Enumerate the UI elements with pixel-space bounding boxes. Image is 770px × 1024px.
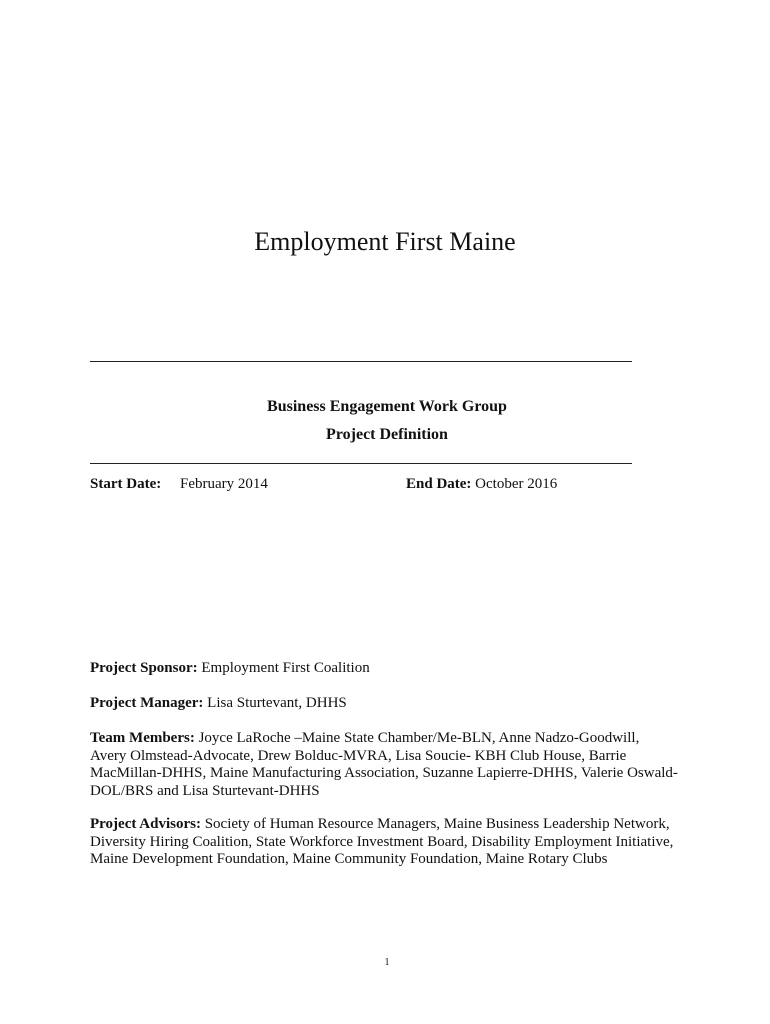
team-members xyxy=(90,730,690,800)
sponsor-label: Project Sponsor: xyxy=(90,660,198,676)
project-advisors xyxy=(90,816,690,869)
horizontal-rule-bottom xyxy=(90,463,632,464)
advisors-line: Society of Human Resource Managers, Maine Business Leadership Network, xyxy=(204,816,670,832)
document-title: Employment First Maine xyxy=(254,227,516,256)
project-sponsor xyxy=(90,660,690,678)
members-line: Avery Olmstead-Advocate, Drew Bolduc-MVRA, Lisa Soucie- KBH Club House, Barrie xyxy=(90,747,627,764)
manager-value: Lisa Sturtevant, DHHS xyxy=(207,695,347,711)
start-date-label: Start Date: xyxy=(90,476,162,492)
horizontal-rule-top xyxy=(90,361,632,362)
end-date-value: October 2016 xyxy=(475,476,558,492)
start-date-value: February 2014 xyxy=(180,476,268,492)
members-line: Joyce LaRoche –Maine State Chamber/Me-BLN, Anne Nadzo-Goodwill, xyxy=(198,730,640,746)
manager-label: Project Manager: xyxy=(90,695,204,711)
members-label: Team Members: xyxy=(90,730,195,746)
work-group-title: Business Engagement Work Group xyxy=(267,398,507,415)
members-line: MacMillan-DHHS, Maine Manufacturing Association, Suzanne Lapierre-DHHS, Valerie Oswald- xyxy=(90,765,678,781)
project-manager xyxy=(90,695,690,713)
advisors-line: Maine Development Foundation, Maine Community Foundation, Maine Rotary Clubs xyxy=(90,851,608,867)
project-dates xyxy=(90,474,690,494)
sponsor-value: Employment First Coalition xyxy=(201,660,370,676)
end-date xyxy=(406,474,557,494)
page-number: 1 xyxy=(384,957,390,968)
project-definition-heading: Project Definition xyxy=(326,426,448,443)
members-line: DOL/BRS and Lisa Sturtevant-DHHS xyxy=(90,782,320,799)
advisors-line: Diversity Hiring Coalition, State Workforce Investment Board, Disability Employment Initiative, xyxy=(90,833,674,850)
end-date-label: End Date: xyxy=(406,476,472,492)
advisors-label: Project Advisors: xyxy=(90,816,201,832)
